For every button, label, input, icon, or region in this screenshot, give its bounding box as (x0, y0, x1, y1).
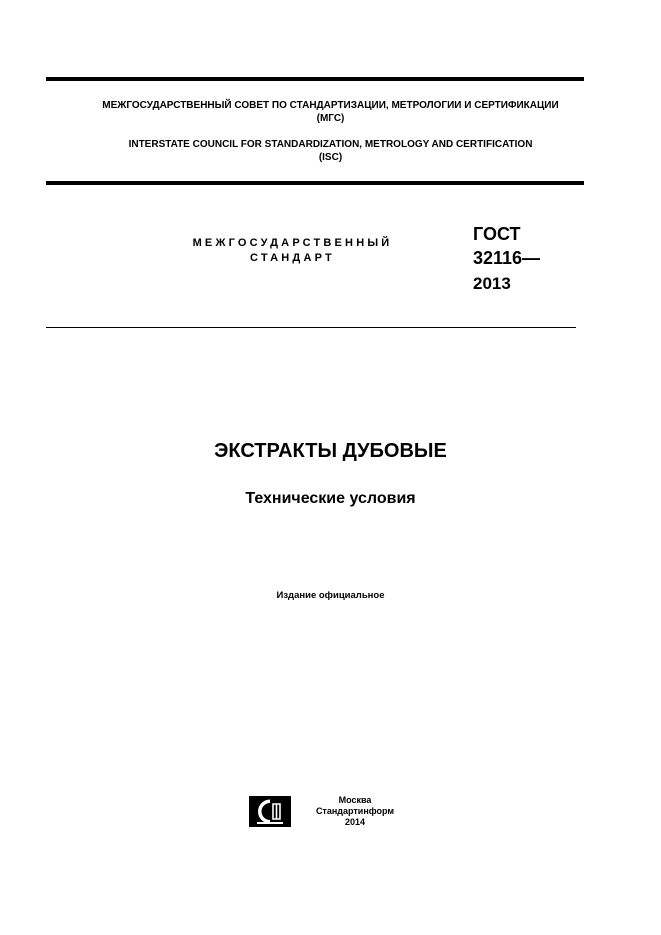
council-abbr-ru: (МГС) (316, 113, 345, 124)
document-subtitle: Технические условия (245, 490, 416, 507)
gost-number: 32116— (473, 248, 541, 268)
publisher-name: Стандартинформ (315, 806, 395, 816)
standard-type-line1: МЕЖГОСУДАРСТВЕННЫЙ (192, 237, 393, 249)
document-title: ЭКСТРАКТЫ ДУБОВЫЕ (214, 440, 447, 462)
gost-prefix: ГОСТ (473, 224, 521, 244)
publisher-city: Москва (338, 795, 372, 805)
council-name-ru: МЕЖГОСУДАРСТВЕННЫЙ СОВЕТ ПО СТАНДАРТИЗАЦИИ, МЕТРОЛОГИИ И СЕРТИФИКАЦИИ (102, 100, 559, 111)
publisher-year: 2014 (344, 817, 366, 827)
standartinform-logo-icon (249, 796, 291, 827)
edition-label: Издание официальное (276, 590, 385, 601)
header-bottom-rule (46, 181, 584, 185)
council-abbr-en: (ISC) (318, 152, 343, 163)
separator-line (46, 327, 576, 328)
gost-year: 2013 (473, 274, 511, 293)
council-name-en: INTERSTATE COUNCIL FOR STANDARDIZATION, METROLOGY AND CERTIFICATION (128, 139, 533, 150)
standard-type-line2: СТАНДАРТ (250, 252, 335, 264)
top-rule (46, 77, 584, 81)
